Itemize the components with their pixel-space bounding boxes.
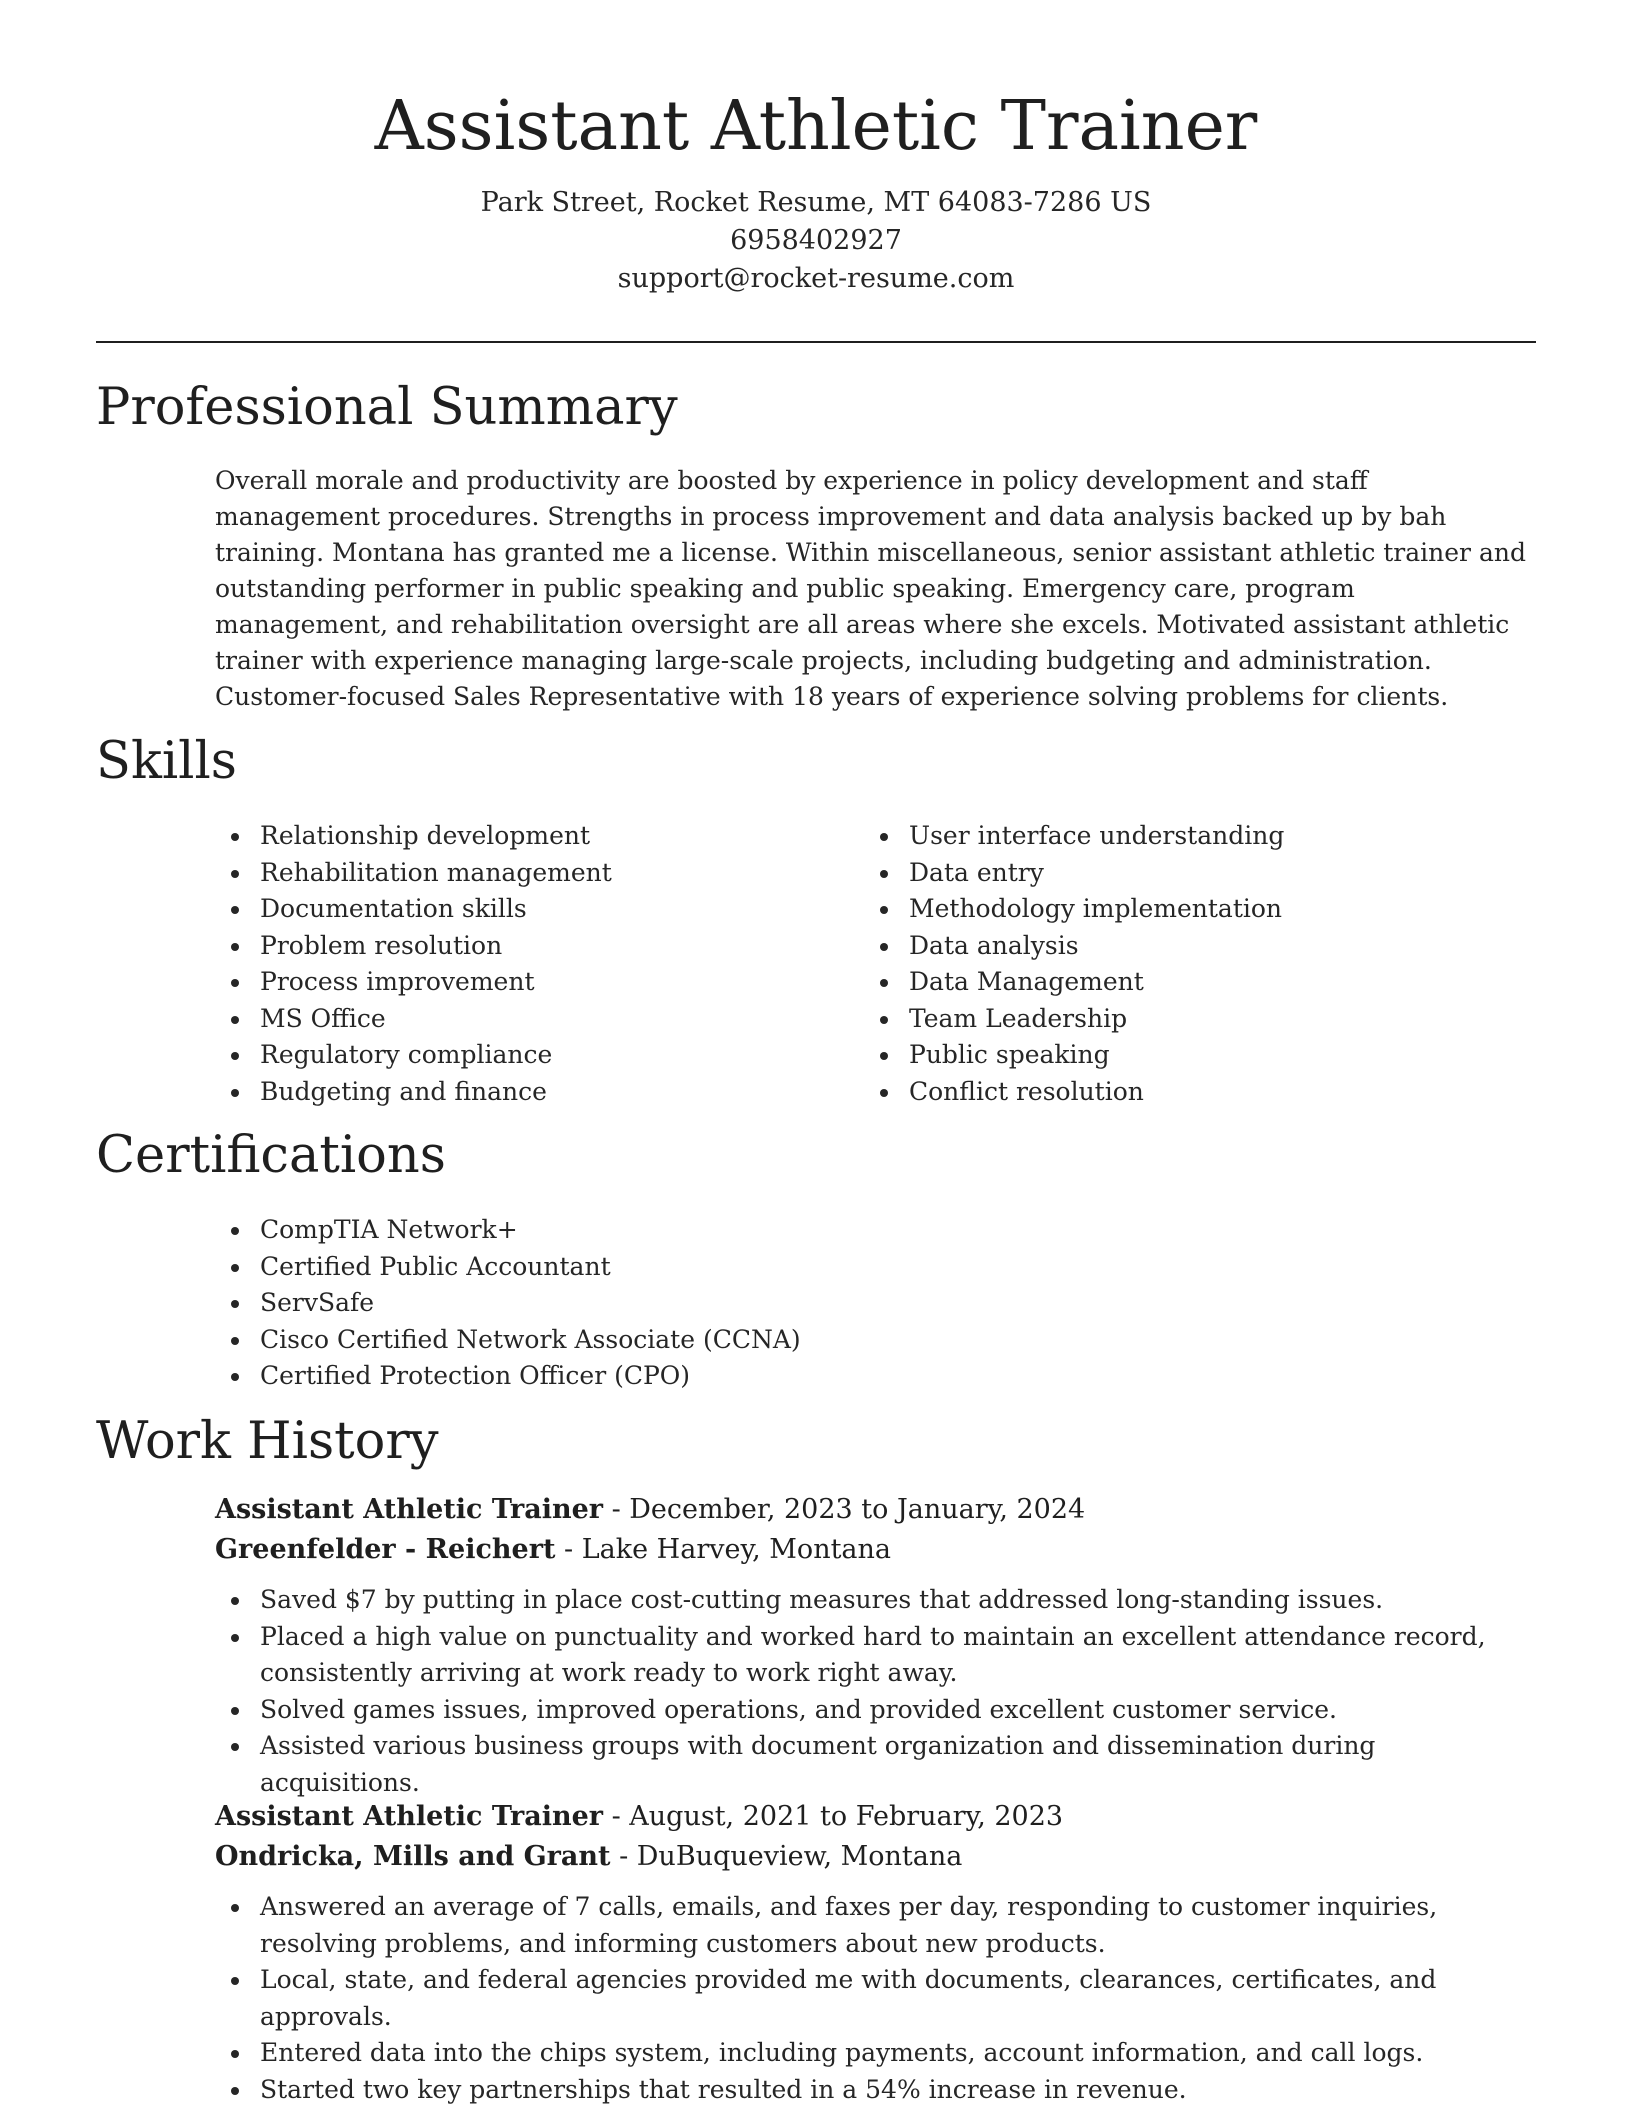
skill-item: Team Leadership — [864, 1001, 1524, 1038]
job-bullets — [215, 1889, 1535, 2108]
job-entry — [215, 1797, 1535, 2108]
skill-item: Data entry — [864, 855, 1524, 892]
certification-item: Cisco Certified Network Associate (CCNA) — [215, 1322, 1535, 1359]
skill-item: Data Management — [864, 964, 1524, 1001]
skill-item: Regulatory compliance — [215, 1037, 835, 1074]
job-bullet: Local, state, and federal agencies provided me with documents, clearances, certificates, and approvals. — [215, 1962, 1535, 2035]
skills-list-right — [864, 818, 1524, 1110]
job-location: - Lake Harvey, Montana — [555, 1534, 892, 1565]
job-title-line — [215, 1797, 1535, 1837]
job-bullet: Assisted various business groups with document organization and dissemination during acquisitions. — [215, 1728, 1535, 1801]
job-company: Greenfelder - Reichert — [215, 1534, 556, 1565]
job-dates: - December, 2023 to January, 2024 — [603, 1494, 1086, 1525]
job-company: Ondricka, Mills and Grant — [215, 1841, 611, 1872]
job-bullet: Started two key partnerships that resulted in a 54% increase in revenue. — [215, 2072, 1535, 2109]
skill-item: Conflict resolution — [864, 1074, 1524, 1111]
skill-item: Problem resolution — [215, 928, 835, 965]
certification-item: ServSafe — [215, 1285, 1535, 1322]
certification-item: Certified Protection Officer (CPO) — [215, 1358, 1535, 1395]
job-bullet: Entered data into the chips system, including payments, account information, and call logs. — [215, 2035, 1535, 2072]
skill-item: Budgeting and finance — [215, 1074, 835, 1111]
summary-text: Overall morale and productivity are boosted by experience in policy development and staff management procedures. Strengths in process improvement and data analysis backed up by bah training. Montana has granted me a license. Within miscellaneous, senior assistant athletic trainer and outstanding performer in public speaking and public speaking. Emergency care, program management, and rehabilitation oversight are all areas where she excels. Motivated assistant athletic trainer with experience managing large-scale projects, including budgeting and administration. Customer-focused Sales Representative with 18 years of experience solving problems for clients. — [215, 466, 1526, 711]
resume-header — [0, 0, 1632, 298]
address: Park Street, Rocket Resume, MT 64083-7286 US — [480, 187, 1152, 218]
job-company-line — [215, 1530, 1535, 1570]
job-title: Assistant Athletic Trainer — [215, 1801, 603, 1832]
job-bullet: Solved games issues, improved operations, and provided excellent customer service. — [215, 1692, 1535, 1729]
job-bullet: Saved $7 by putting in place cost-cutting measures that addressed long-standing issues. — [215, 1582, 1535, 1619]
job-entry — [215, 1490, 1535, 1801]
certification-item: Certified Public Accountant — [215, 1249, 1535, 1286]
skill-item: MS Office — [215, 1001, 835, 1038]
candidate-name: Assistant Athletic Trainer — [374, 87, 1258, 166]
certifications-list — [215, 1212, 1535, 1395]
certifications-heading: Certifications — [96, 1126, 446, 1185]
work-history-heading: Work History — [96, 1412, 439, 1471]
job-bullet: Answered an average of 7 calls, emails, and faxes per day, responding to customer inquiries, resolving problems, and informing customers about new products. — [215, 1889, 1535, 1962]
skill-item: Process improvement — [215, 964, 835, 1001]
skill-item: Methodology implementation — [864, 891, 1524, 928]
job-dates: - August, 2021 to February, 2023 — [603, 1801, 1064, 1832]
skill-item: Rehabilitation management — [215, 855, 835, 892]
job-location: - DuBuqueview, Montana — [610, 1841, 963, 1872]
job-title: Assistant Athletic Trainer — [215, 1494, 603, 1525]
job-bullet: Placed a high value on punctuality and worked hard to maintain an excellent attendance record, consistently arriving at work ready to work right away. — [215, 1619, 1535, 1692]
certification-item: CompTIA Network+ — [215, 1212, 1535, 1249]
job-company-line — [215, 1837, 1535, 1877]
email: support@rocket-resume.com — [617, 263, 1015, 294]
phone: 6958402927 — [730, 225, 902, 256]
skill-item: User interface understanding — [864, 818, 1524, 855]
job-title-line — [215, 1490, 1535, 1530]
job-bullets — [215, 1582, 1535, 1801]
skills-heading: Skills — [96, 732, 237, 791]
skills-list-left — [215, 818, 835, 1110]
contact-block — [0, 184, 1632, 298]
skill-item: Relationship development — [215, 818, 835, 855]
skill-item: Data analysis — [864, 928, 1524, 965]
summary-heading: Professional Summary — [96, 378, 678, 437]
skill-item: Public speaking — [864, 1037, 1524, 1074]
skill-item: Documentation skills — [215, 891, 835, 928]
header-divider — [96, 341, 1536, 343]
